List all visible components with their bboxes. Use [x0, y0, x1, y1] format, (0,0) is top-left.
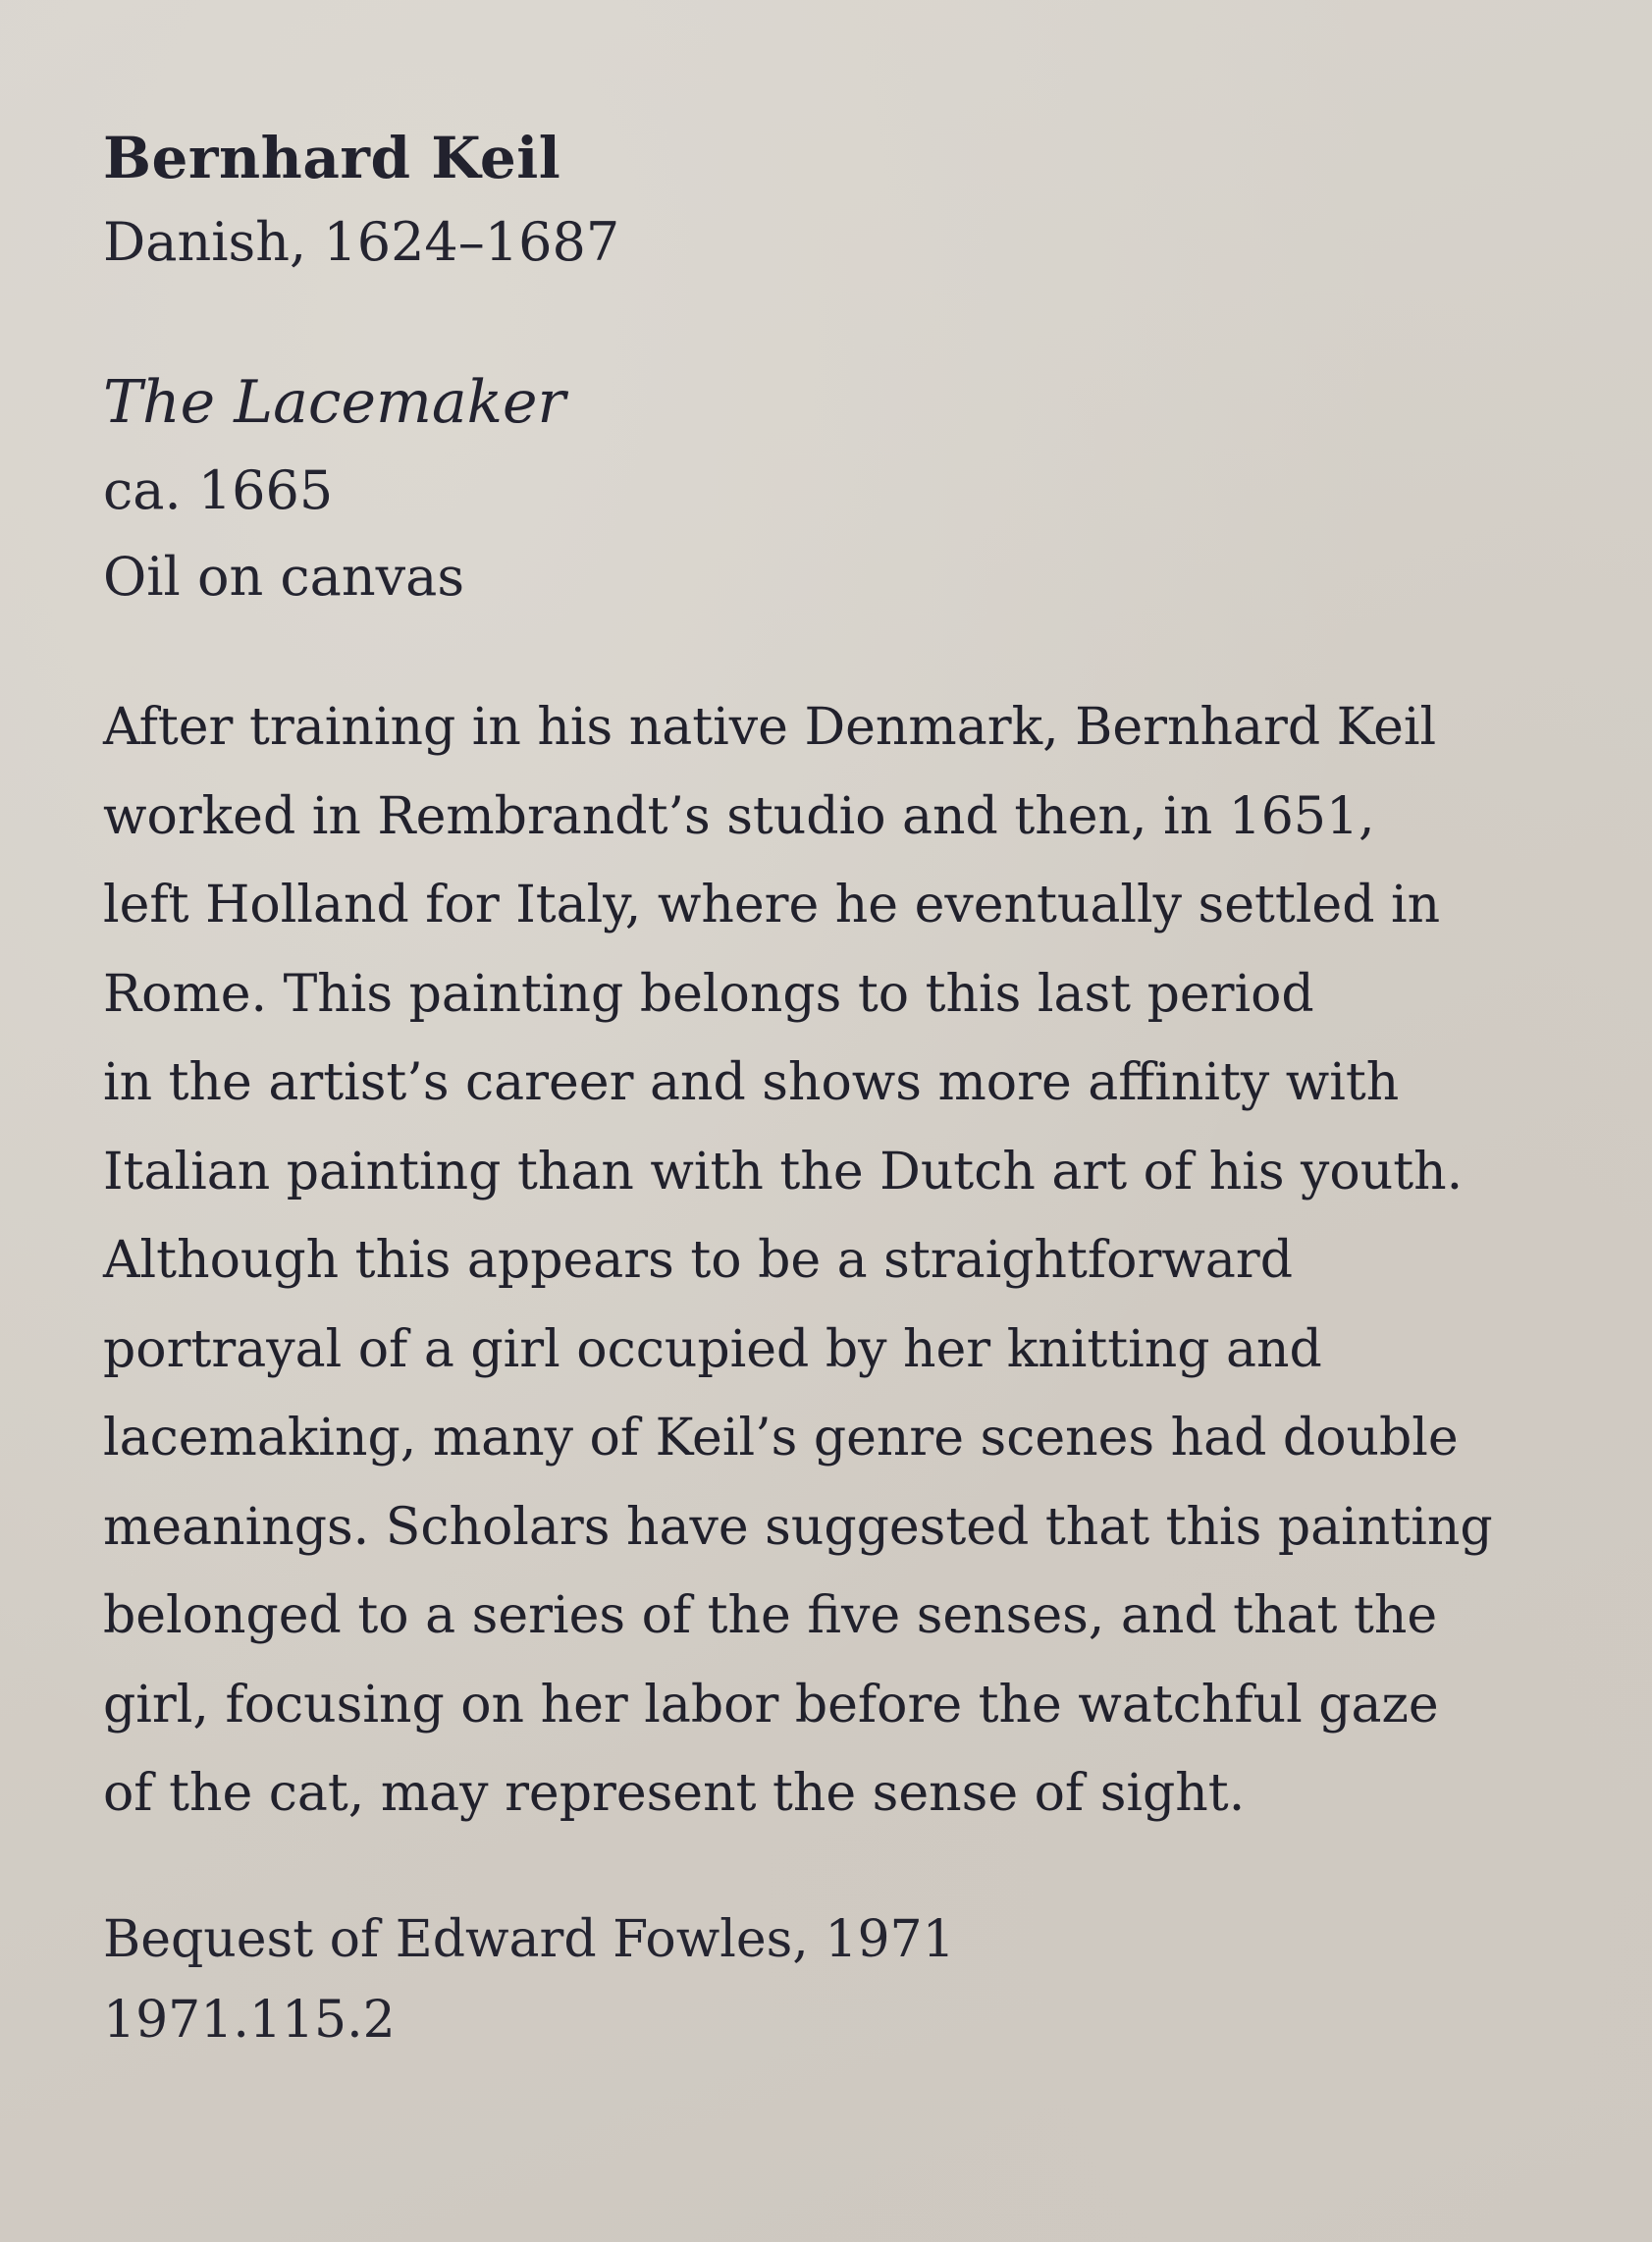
- artist-nationality-dates: Danish, 1624–1687: [103, 211, 620, 273]
- artwork-date: ca. 1665: [103, 459, 334, 521]
- description-line: worked in Rembrandt’s studio and then, in 1651,: [103, 786, 1375, 846]
- artwork-details: [103, 357, 1556, 620]
- artwork-description: [103, 683, 1556, 1839]
- artwork-title: The Lacemaker: [103, 368, 566, 437]
- artwork-medium: Oil on canvas: [103, 546, 465, 608]
- accession-number: 1971.115.2: [103, 1990, 396, 2050]
- artist-name: Bernhard Keil: [103, 125, 561, 191]
- description-line: portrayal of a girl occupied by her knitting and: [103, 1319, 1322, 1379]
- description-line: After training in his native Denmark, Bernhard Keil: [103, 698, 1437, 757]
- description-line: meanings. Scholars have suggested that this painting: [103, 1497, 1493, 1557]
- description-line: girl, focusing on her labor before the watchful gaze: [103, 1675, 1439, 1735]
- description-line: Italian painting than with the Dutch art of his youth.: [103, 1142, 1464, 1201]
- description-line: left Holland for Italy, where he eventually settled in: [103, 876, 1441, 934]
- label-text-block: [103, 116, 1556, 2060]
- description-line: belonged to a series of the five senses, and that the: [103, 1586, 1438, 1645]
- description-line: Although this appears to be a straightforward: [103, 1231, 1293, 1290]
- description-line: of the cat, may represent the sense of sight.: [103, 1764, 1246, 1823]
- description-line: lacemaking, many of Keil’s genre scenes had double: [103, 1409, 1459, 1468]
- credit-block: [103, 1899, 1556, 2060]
- description-line: Rome. This painting belongs to this last period: [103, 964, 1314, 1024]
- credit-line: Bequest of Edward Fowles, 1971: [103, 1909, 955, 1969]
- description-line: in the artist’s career and shows more affinity with: [103, 1053, 1400, 1112]
